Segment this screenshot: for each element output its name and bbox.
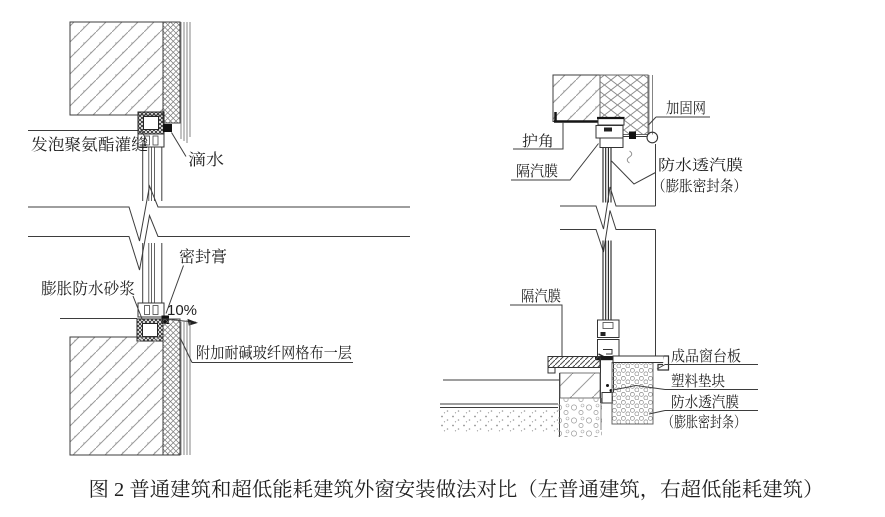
drip-groove-square <box>163 124 172 132</box>
insulation-squiggle <box>627 151 632 163</box>
window-sill-frame-cavity <box>143 324 158 337</box>
interior-ground-stipple <box>440 409 558 433</box>
right-head-frame <box>596 126 623 139</box>
label-breathable-membrane-top: 防水透汽膜 <box>658 157 734 174</box>
left-top-wall-concrete <box>70 22 163 115</box>
right-glazing-lower <box>603 241 611 322</box>
plastic-pad-block <box>602 393 613 404</box>
label-plastic-pad: 塑料垫块 <box>671 373 725 390</box>
left-bottom-finish-layers <box>181 320 190 455</box>
label-sill-board: 成品窗台板 <box>671 348 747 365</box>
label-sealant: 密封膏 <box>179 249 228 266</box>
eps-insulation-block <box>612 363 653 425</box>
right-head-frame-step <box>600 138 623 148</box>
left-break-line-upper <box>28 186 410 241</box>
bottom-sash <box>138 303 164 317</box>
label-mesh: 附加耐碱玻纤网格布一层 <box>196 345 367 362</box>
left-top-finish-layers <box>181 22 190 143</box>
label-mortar: 膨胀防水砂浆 <box>41 281 138 298</box>
left-detail-ordinary-building <box>28 22 410 455</box>
label-slope: 10% <box>167 302 198 319</box>
label-corner-guard: 护角 <box>522 133 554 150</box>
right-break-line-lower <box>560 211 656 253</box>
finished-sill-board <box>613 356 664 363</box>
interior-sill-board <box>548 357 600 368</box>
interior-sill-board-lip <box>548 368 555 374</box>
label-vapor-barrier-bottom: 隔汽膜 <box>521 288 567 305</box>
label-expansion-strip-bottom: （膨胀密封条） <box>662 414 746 431</box>
right-glazing-upper <box>603 148 611 203</box>
label-breathable-membrane-bottom: 防水透汽膜 <box>671 394 747 411</box>
label-pu-foam: 发泡聚氨酯灌缝 <box>31 137 144 154</box>
figure-caption: 图 2 普通建筑和超低能耗建筑外窗安装做法对比（左普通建筑，右超低能耗建筑） <box>88 479 809 501</box>
slope-arrow-head <box>188 319 199 326</box>
below-sill-rubble <box>558 398 602 437</box>
label-vapor-barrier-top: 隔汽膜 <box>516 163 562 180</box>
right-bottom-sash <box>598 320 620 338</box>
left-glazing-lower <box>143 243 162 303</box>
label-expansion-strip-top: （膨胀密封条） <box>652 178 747 195</box>
right-facade-lines <box>649 75 653 135</box>
right-bottom-frame <box>598 340 620 358</box>
right-frame-gasket <box>604 128 612 132</box>
label-drip: 滴水 <box>188 152 221 169</box>
anchor-block <box>629 132 636 140</box>
left-top-wall-insulation <box>163 22 180 123</box>
leader-vapor-barrier-bottom <box>510 305 562 356</box>
left-bottom-wall-concrete <box>70 337 163 455</box>
label-reinforce-mesh: 加固网 <box>666 100 706 117</box>
leader-breathable-membrane-top <box>612 161 656 184</box>
window-head-frame-cavity <box>144 117 159 130</box>
left-bottom-wall-insulation <box>163 319 180 455</box>
interior-floor-slab-lines <box>440 404 558 408</box>
right-detail-low-energy-building <box>440 75 758 437</box>
below-sill-wall-concrete <box>560 373 600 398</box>
right-top-wall-concrete <box>553 75 600 122</box>
